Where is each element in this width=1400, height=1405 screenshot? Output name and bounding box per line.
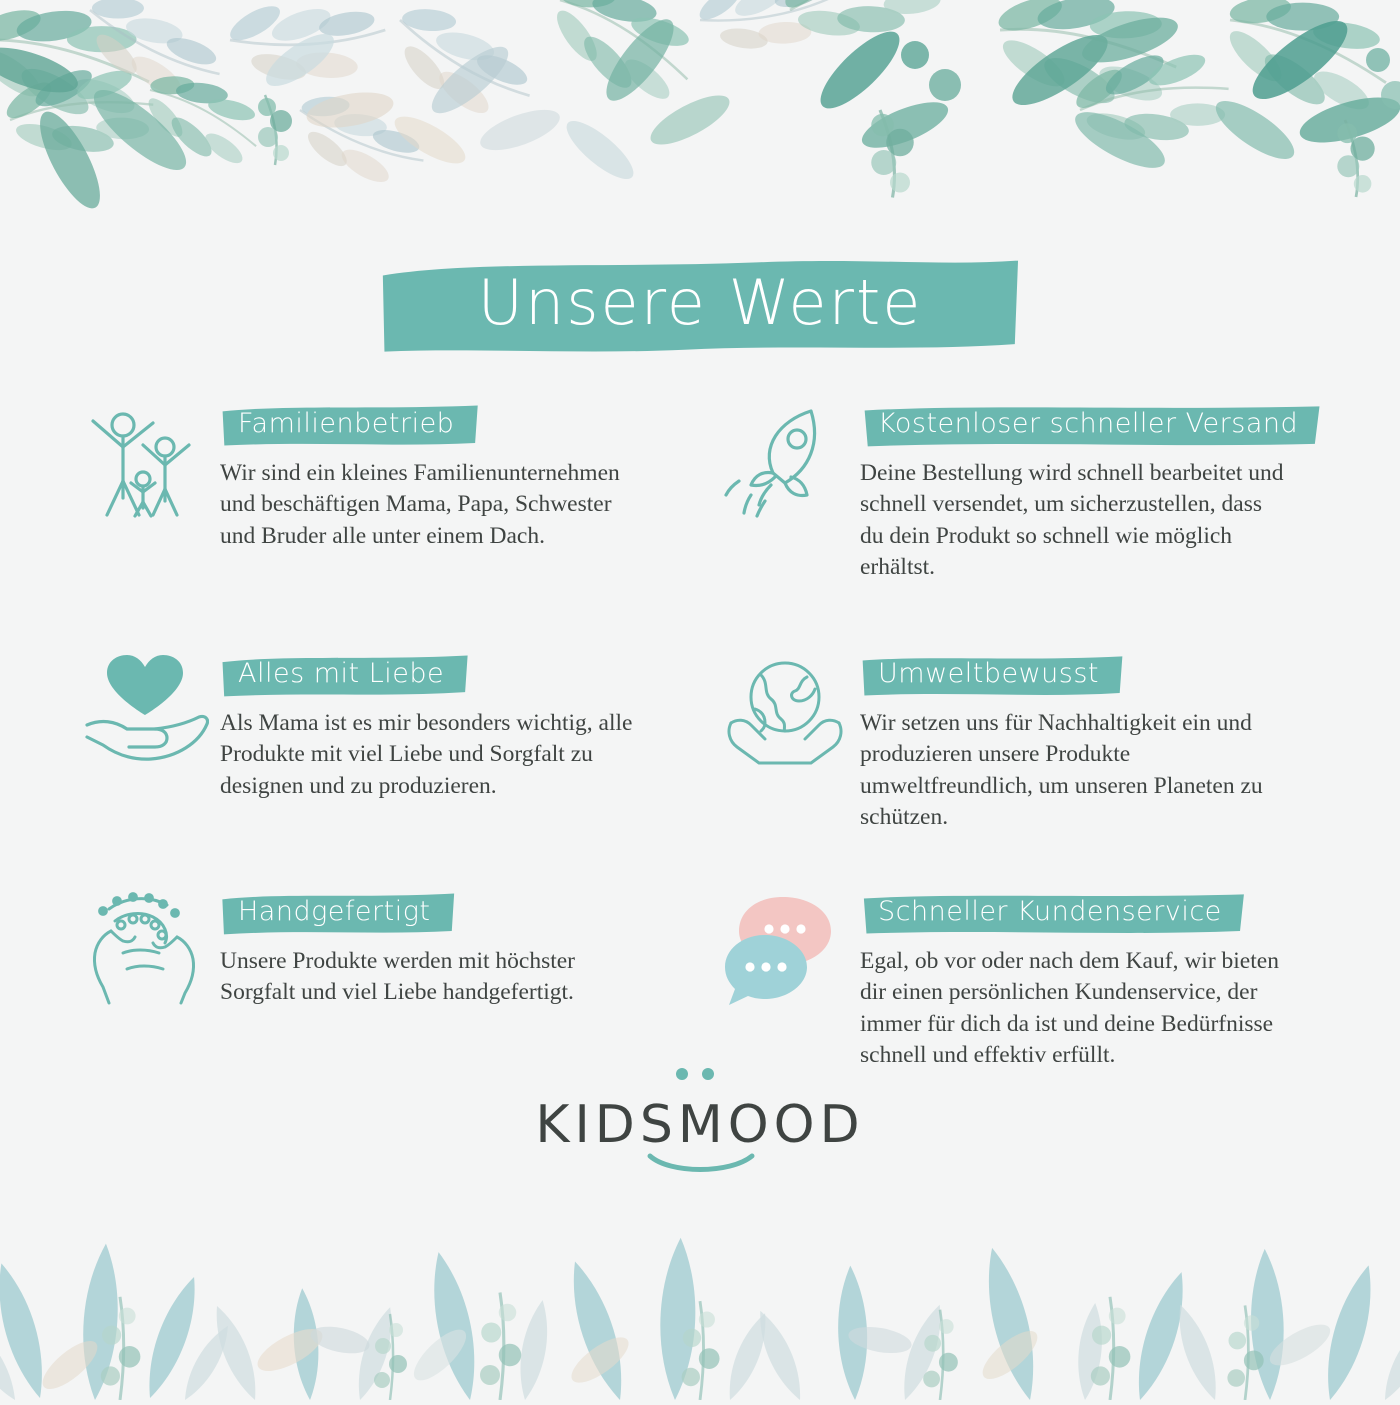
brand-logo	[0, 1060, 1400, 1185]
value-label: Handgefertigt	[238, 896, 431, 927]
value-item-liebe	[70, 645, 710, 883]
value-label: Schneller Kundenservice	[878, 896, 1222, 927]
heart-in-hand-icon	[70, 645, 220, 803]
chat-bubbles-icon	[710, 883, 860, 1041]
value-description: Als Mama ist es mir besonders wichtig, alle Produkte mit viel Liebe und Sorgfalt zu designen und zu produzieren.	[220, 710, 633, 799]
value-label: Alles mit Liebe	[238, 658, 445, 689]
foliage-top-decoration	[0, 0, 1400, 270]
value-description: Egal, ob vor oder nach dem Kauf, wir bieten dir einen persönlichen Kundenservice, der immer für dich da ist und deine Bedürfnisse schnell und effektiv erfüllt.	[860, 948, 1279, 1068]
foliage-bottom-decoration	[0, 1150, 1400, 1400]
kidsmood-logo-mark	[490, 1060, 910, 1180]
value-description: Wir sind ein kleines Familienunternehmen und beschäftigen Mama, Papa, Schwester und Bruder alle unter einem Dach.	[220, 460, 620, 549]
handmade-hands-icon	[70, 883, 220, 1041]
logo-text: KIDSMOOD	[535, 1095, 865, 1155]
globe-in-hands-icon	[710, 645, 860, 803]
value-description: Deine Bestellung wird schnell bearbeitet und schnell versendet, um sicherzustellen, dass du dein Produkt so schnell wie möglich erhältst.	[860, 460, 1284, 580]
value-label: Kostenloser schneller Versand	[878, 408, 1299, 439]
rocket-icon	[710, 395, 860, 553]
value-item-umwelt	[710, 645, 1340, 883]
value-item-familienbetrieb	[70, 395, 710, 645]
value-label: Umweltbewusst	[878, 658, 1100, 689]
family-icon	[70, 395, 220, 553]
value-description: Wir setzen uns für Nachhaltigkeit ein und produzieren unsere Produkte umweltfreundlich, um unseren Planeten zu schützen.	[860, 710, 1263, 830]
page-title: Unsere Werte	[477, 266, 923, 339]
value-description: Unsere Produkte werden mit höchster Sorgfalt und viel Liebe handgefertigt.	[220, 948, 576, 1006]
value-item-versand	[710, 395, 1340, 645]
value-label: Familienbetrieb	[238, 408, 455, 439]
page-title-banner	[0, 255, 1400, 357]
values-grid	[70, 395, 1340, 1133]
